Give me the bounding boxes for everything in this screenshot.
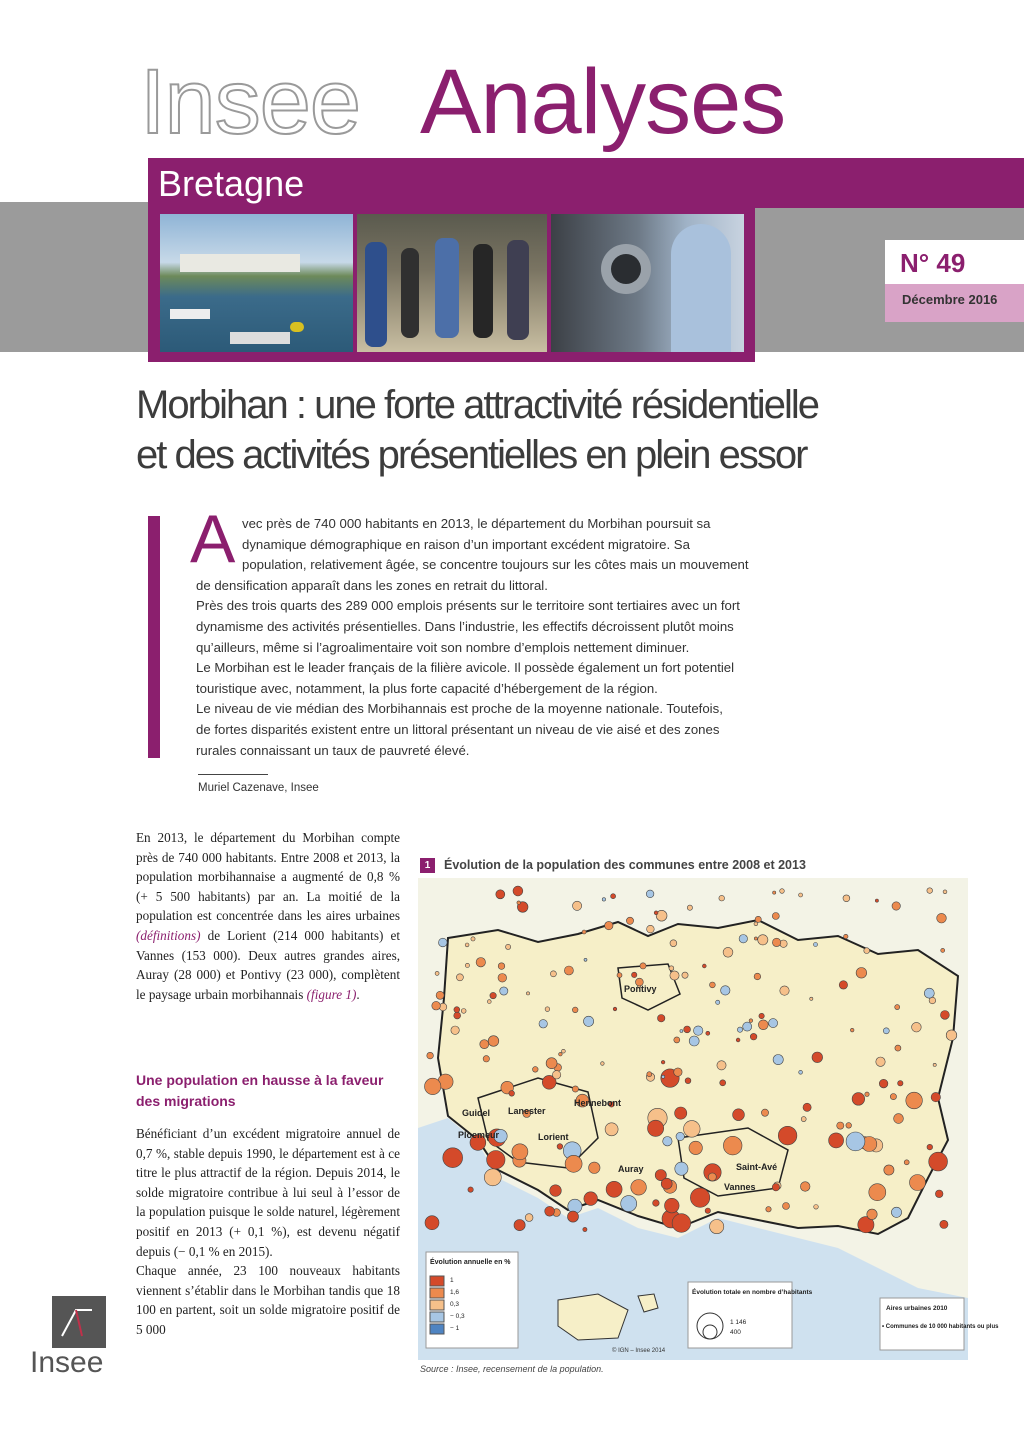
photo-laboratory: [551, 214, 744, 352]
abstract-line: population, relativement âgée, se concentre toujours sur les côtes mais un mouvement: [242, 557, 749, 573]
commune-circle: [702, 964, 706, 968]
abstract-line: Près des trois quarts des 289 000 emplois présents sur le territoire sont tertiaires avec un fort: [196, 598, 740, 614]
commune-circle: [663, 1137, 672, 1146]
body-text: En 2013, le département du Morbihan compte près de 740 000 habitants. Entre 2008 et 2013, la population morbihannaise a augmenté de 0,8 % (+ 5 500 habitants) par an. La moitié de la population est concentrée dans les aires urbaines: [136, 830, 400, 924]
commune-circle: [632, 972, 637, 977]
legend-value: 1: [450, 1277, 454, 1284]
commune-circle: [801, 1117, 806, 1122]
commune-circle: [708, 1173, 716, 1181]
commune-circle: [780, 889, 785, 894]
commune-circle: [710, 1220, 724, 1234]
commune-circle: [488, 1036, 499, 1047]
commune-circle: [743, 1022, 752, 1031]
commune-circle: [665, 1198, 680, 1213]
title-line-1: Morbihan : une forte attractivité résidentielle: [136, 383, 818, 427]
commune-circle: [454, 1012, 461, 1019]
commune-circle: [674, 1037, 680, 1043]
commune-circle: [685, 1078, 691, 1084]
legend-value: 0,3: [450, 1301, 460, 1308]
legend-swatch: [430, 1300, 444, 1310]
commune-circle: [568, 1211, 579, 1222]
city-label-saint-ave: Saint-Avé: [736, 1162, 778, 1172]
legend-areas-title: Aires urbaines 2010: [886, 1305, 948, 1312]
commune-circle: [839, 981, 847, 989]
region-label: Bretagne: [158, 163, 305, 204]
city-label-pontivy: Pontivy: [624, 984, 657, 994]
commune-circle: [582, 930, 586, 934]
commune-circle: [572, 1086, 578, 1092]
abstract-text: [196, 514, 886, 761]
commune-circle: [550, 971, 556, 977]
commune-circle: [761, 1109, 768, 1116]
commune-circle: [654, 911, 658, 915]
section-heading: Une population en hausse à la faveur des migrations: [136, 1072, 384, 1109]
legend-urban-areas: [880, 1298, 999, 1350]
legend-swatch: [430, 1324, 444, 1334]
commune-circle: [898, 1081, 903, 1086]
city-label-hennebont: Hennebont: [574, 1098, 621, 1108]
abstract-line: dynamique démographique en raison d’un important excédent migratoire. Sa: [242, 536, 690, 552]
commune-circle: [606, 1181, 622, 1197]
commune-circle: [647, 1072, 652, 1077]
commune-circle: [509, 1091, 515, 1097]
legend-value: 1 146: [730, 1319, 747, 1326]
commune-circle: [894, 1114, 904, 1124]
commune-circle: [780, 986, 789, 995]
commune-circle: [490, 992, 496, 998]
commune-circle: [545, 1206, 555, 1216]
commune-circle: [706, 1031, 710, 1035]
commune-circle: [526, 992, 529, 995]
commune-circle: [465, 943, 469, 947]
commune-circle: [856, 968, 867, 979]
insee-logo-icon: [52, 1296, 106, 1348]
commune-circle: [929, 1152, 948, 1171]
commune-circle: [852, 1093, 865, 1106]
commune-circle: [687, 905, 692, 910]
abstract-line: qu’ailleurs, même si l’agroalimentaire voit son nombre d’emplois nettement diminuer.: [196, 639, 690, 655]
photo-street-crowd: [357, 214, 547, 352]
commune-circle: [670, 971, 679, 980]
commune-circle: [773, 891, 776, 894]
commune-circle: [739, 935, 747, 943]
commune-circle: [451, 1026, 459, 1034]
definitions-link[interactable]: (définitions): [136, 927, 201, 943]
commune-circle: [605, 1123, 618, 1136]
commune-circle: [754, 922, 758, 926]
commune-circle: [564, 966, 573, 975]
commune-circle: [525, 1214, 533, 1222]
commune-circle: [557, 1144, 563, 1150]
body-text: Chaque année, 23 100 nouveaux habitants viennent s’établir dans le Morbihan tandis que 18 100 en partent, soit un solde migratoire positif de 5 000: [136, 1263, 400, 1337]
author-separator: [198, 774, 268, 775]
commune-circle: [803, 1103, 811, 1111]
commune-circle: [766, 1207, 771, 1212]
city-label-vannes: Vannes: [724, 1182, 756, 1192]
commune-circle: [684, 1121, 701, 1138]
commune-circle: [454, 1007, 460, 1013]
abstract-line: Le Morbihan est le leader français de la filière avicole. Il possède également un fort potentiel: [196, 660, 735, 676]
commune-circle: [773, 1055, 783, 1065]
commune-circle: [758, 935, 768, 945]
commune-circle: [468, 1187, 473, 1192]
commune-circle: [559, 1052, 563, 1056]
commune-circle: [799, 1070, 803, 1074]
abstract-line: dynamisme des activités présentielles. Dans l’industrie, les effectifs décroissent plutôt moins: [196, 618, 734, 634]
commune-circle: [875, 899, 878, 902]
commune-circle: [498, 963, 505, 970]
commune-circle: [812, 1052, 823, 1063]
commune-circle: [883, 1028, 889, 1034]
commune-circle: [658, 1015, 665, 1022]
commune-circle: [465, 963, 469, 967]
commune-circle: [904, 1160, 909, 1165]
commune-circle: [611, 894, 616, 899]
legend-swatch: [430, 1288, 444, 1298]
commune-circle: [682, 972, 688, 978]
commune-circle: [723, 1136, 742, 1155]
logo-insee: Insee: [140, 51, 361, 153]
commune-circle: [653, 1200, 660, 1207]
commune-circle: [621, 1196, 637, 1212]
abstract-dropcap: A: [190, 501, 236, 577]
commune-circle: [661, 1060, 665, 1064]
commune-circle: [661, 1178, 672, 1189]
commune-circle: [778, 1126, 797, 1145]
commune-circle: [550, 1185, 562, 1197]
commune-circle: [613, 1007, 617, 1011]
commune-circle: [799, 893, 803, 897]
commune-circle: [584, 958, 587, 961]
commune-circle: [800, 1182, 810, 1192]
city-label-auray: Auray: [618, 1164, 644, 1174]
commune-circle: [572, 1007, 578, 1013]
abstract-line: touristique avec, notamment, la plus forte capacité d’hébergement de la région.: [196, 680, 658, 696]
abstract-line: de densification apparaît dans les zones en retrait du littoral.: [196, 577, 548, 593]
legend-swatch: [430, 1312, 444, 1322]
commune-circle: [471, 937, 475, 941]
commune-circle: [513, 886, 523, 896]
commune-circle: [705, 1208, 710, 1213]
commune-circle: [772, 938, 780, 946]
commune-circle: [772, 913, 779, 920]
commune-circle: [648, 1120, 664, 1136]
commune-circle: [937, 913, 947, 923]
commune-circle: [476, 958, 485, 967]
commune-circle: [846, 1132, 865, 1151]
commune-circle: [865, 1092, 869, 1096]
commune-circle: [484, 1169, 501, 1186]
commune-circle: [545, 1007, 550, 1012]
commune-circle: [850, 1028, 854, 1032]
commune-circle: [843, 895, 850, 902]
commune-circle: [584, 1192, 598, 1206]
commune-circle: [512, 1144, 528, 1160]
commune-circle: [876, 1057, 885, 1066]
legend-areas-note: • Communes de 10 000 habitants ou plus: [882, 1324, 999, 1330]
commune-circle: [562, 1049, 566, 1053]
commune-circle: [721, 986, 730, 995]
commune-circle: [432, 1001, 441, 1010]
commune-circle: [646, 890, 654, 898]
commune-circle: [584, 1016, 594, 1026]
author-credit: Muriel Cazenave, Insee: [198, 782, 319, 794]
commune-circle: [443, 1148, 463, 1168]
commune-circle: [895, 1005, 900, 1010]
legend-annual-title: Évolution annuelle en %: [430, 1259, 511, 1266]
photo-harbour: [160, 214, 353, 352]
commune-circle: [759, 1013, 764, 1018]
commune-circle: [769, 1019, 778, 1028]
city-label-guidel: Guidel: [462, 1108, 491, 1118]
commune-circle: [927, 888, 933, 894]
commune-circle: [749, 1019, 753, 1023]
commune-circle: [617, 973, 622, 978]
commune-circle: [689, 1036, 699, 1046]
population-map: [418, 878, 999, 1360]
body-text: .: [356, 986, 360, 1002]
commune-circle: [647, 925, 655, 933]
commune-circle: [754, 973, 761, 980]
commune-circle: [737, 1027, 742, 1032]
commune-circle: [736, 1038, 740, 1042]
abstract-line: vec près de 740 000 habitants en 2013, le département du Morbihan poursuit sa: [242, 516, 711, 531]
map-copyright: © IGN – Insee 2014: [612, 1348, 666, 1354]
commune-circle: [427, 1052, 434, 1059]
commune-circle: [890, 1094, 896, 1100]
commune-circle: [675, 1162, 688, 1175]
legend-value: 400: [730, 1329, 741, 1336]
commune-circle: [814, 943, 818, 947]
commune-circle: [891, 1207, 901, 1217]
commune-circle: [935, 1190, 943, 1198]
body-text: Bénéficiant d’un excédent migratoire annuel de 0,7 %, stable depuis 1990, le département est à ce titre le plus attractif de la région. Depuis 2014, le solde migratoire contribue à lui seul à l’essor de la population puisque le solde naturel, légèrement positif en 2013 (+ 0,1 %), est devenu négatif depuis (− 0,1 % en 2015).: [136, 1126, 400, 1259]
city-label-ploemeur: Ploemeur: [458, 1130, 500, 1140]
legend-value: − 1: [450, 1325, 460, 1332]
commune-circle: [895, 1045, 901, 1051]
commune-circle: [539, 1020, 547, 1028]
commune-circle: [583, 1227, 587, 1231]
commune-circle: [439, 938, 448, 947]
commune-circle: [690, 1188, 709, 1207]
title-line-2: et des activités présentielles en plein essor: [136, 433, 807, 477]
city-label-lanester: Lanester: [508, 1106, 546, 1116]
legend-annual-evolution: [426, 1252, 518, 1348]
commune-circle: [675, 1107, 687, 1119]
commune-circle: [506, 944, 511, 949]
commune-circle: [864, 948, 870, 954]
commune-circle: [941, 948, 945, 952]
commune-circle: [456, 974, 463, 981]
commune-circle: [783, 1203, 790, 1210]
commune-circle: [717, 1061, 726, 1070]
commune-circle: [498, 974, 507, 983]
commune-circle: [573, 901, 582, 910]
commune-circle: [719, 895, 725, 901]
commune-circle: [931, 1092, 940, 1101]
legend-swatch: [430, 1276, 444, 1286]
commune-circle: [723, 947, 733, 957]
figure-source: Source : Insee, recensement de la population.: [420, 1364, 604, 1374]
commune-circle: [750, 1033, 757, 1040]
commune-circle: [684, 1026, 691, 1033]
commune-circle: [514, 1220, 525, 1231]
commune-circle: [772, 1184, 779, 1191]
commune-circle: [565, 1155, 582, 1172]
commune-circle: [733, 1109, 745, 1121]
abstract-accent-bar: [148, 516, 160, 758]
commune-circle: [500, 987, 508, 995]
commune-circle: [589, 1162, 600, 1173]
commune-circle: [906, 1092, 923, 1109]
commune-circle: [546, 1058, 557, 1069]
commune-circle: [758, 1020, 768, 1030]
commune-circle: [672, 1214, 691, 1233]
commune-circle: [676, 1132, 684, 1140]
commune-circle: [436, 991, 444, 999]
commune-circle: [425, 1078, 441, 1094]
insee-logo-text: Insee: [30, 1346, 104, 1379]
abstract-line: de fortes disparités existent entre un littoral présentant un niveau de vie aisé et des zones: [196, 721, 720, 737]
commune-circle: [601, 1062, 605, 1066]
commune-circle: [435, 971, 439, 975]
commune-circle: [483, 1056, 489, 1062]
body-text: de Lorient (214 000 habitants) et Vannes (153 000). Deux autres grandes aires, Auray (28 000) et Pontivy (23 000), complètent le paysage urbain morbihannais: [136, 927, 400, 1002]
commune-circle: [846, 1123, 852, 1129]
commune-circle: [844, 934, 848, 938]
commune-circle: [626, 917, 633, 924]
legend-value: 1,6: [450, 1289, 460, 1296]
commune-circle: [496, 890, 505, 899]
commune-circle: [892, 902, 900, 910]
commune-circle: [552, 1071, 560, 1079]
figure-link[interactable]: (figure 1): [306, 986, 357, 1002]
commune-circle: [912, 1022, 922, 1032]
commune-circle: [680, 1030, 683, 1033]
commune-circle: [924, 988, 934, 998]
commune-circle: [461, 1009, 466, 1014]
commune-circle: [946, 1030, 957, 1041]
commune-circle: [869, 1184, 886, 1201]
commune-circle: [940, 1220, 948, 1228]
legend-value: − 0,3: [450, 1313, 465, 1320]
commune-circle: [879, 1079, 888, 1088]
commune-circle: [710, 982, 716, 988]
commune-circle: [754, 937, 757, 940]
commune-circle: [694, 1026, 703, 1035]
commune-circle: [517, 901, 521, 905]
figure-number: 1: [420, 858, 435, 873]
abstract-line: Le niveau de vie médian des Morbihannais est proche de la moyenne nationale. Toutefois,: [196, 701, 723, 717]
page-title: [136, 380, 896, 480]
commune-circle: [533, 1067, 539, 1073]
commune-circle: [814, 1205, 819, 1210]
commune-circle: [670, 940, 677, 947]
commune-circle: [425, 1216, 439, 1230]
city-label-lorient: Lorient: [538, 1132, 569, 1142]
commune-circle: [867, 1209, 877, 1219]
commune-circle: [689, 1141, 702, 1154]
commune-circle: [884, 1165, 894, 1175]
commune-circle: [941, 1011, 950, 1020]
commune-circle: [810, 997, 813, 1000]
commune-circle: [662, 1075, 665, 1078]
commune-circle: [631, 1180, 647, 1196]
body-paragraph-2: [136, 1124, 400, 1340]
commune-circle: [674, 1068, 682, 1076]
figure-title: Évolution de la population des communes entre 2008 et 2013: [444, 858, 806, 872]
commune-circle: [829, 1133, 844, 1148]
legend-total-title: Évolution totale en nombre d’habitants: [692, 1289, 813, 1296]
commune-circle: [933, 1063, 936, 1066]
commune-circle: [487, 1000, 491, 1004]
commune-circle: [716, 1000, 720, 1004]
commune-circle: [487, 1151, 505, 1169]
commune-circle: [640, 963, 646, 969]
commune-circle: [605, 921, 613, 929]
commune-circle: [910, 1175, 926, 1191]
abstract-line: rurales connaissant un taux de pauvreté élevé.: [196, 742, 470, 758]
commune-circle: [669, 966, 674, 971]
commune-circle: [837, 1122, 844, 1129]
commune-circle: [720, 1080, 726, 1086]
commune-circle: [943, 890, 947, 894]
issue-number: N° 49: [900, 248, 966, 278]
commune-circle: [927, 1144, 933, 1150]
logo-analyses: Analyses: [420, 51, 786, 153]
commune-circle: [755, 916, 761, 922]
commune-circle: [480, 1040, 489, 1049]
body-paragraph-1: [136, 828, 400, 1004]
insee-logo-mark: [52, 1296, 106, 1348]
commune-circle: [602, 898, 605, 901]
issue-date: Décembre 2016: [902, 292, 998, 307]
